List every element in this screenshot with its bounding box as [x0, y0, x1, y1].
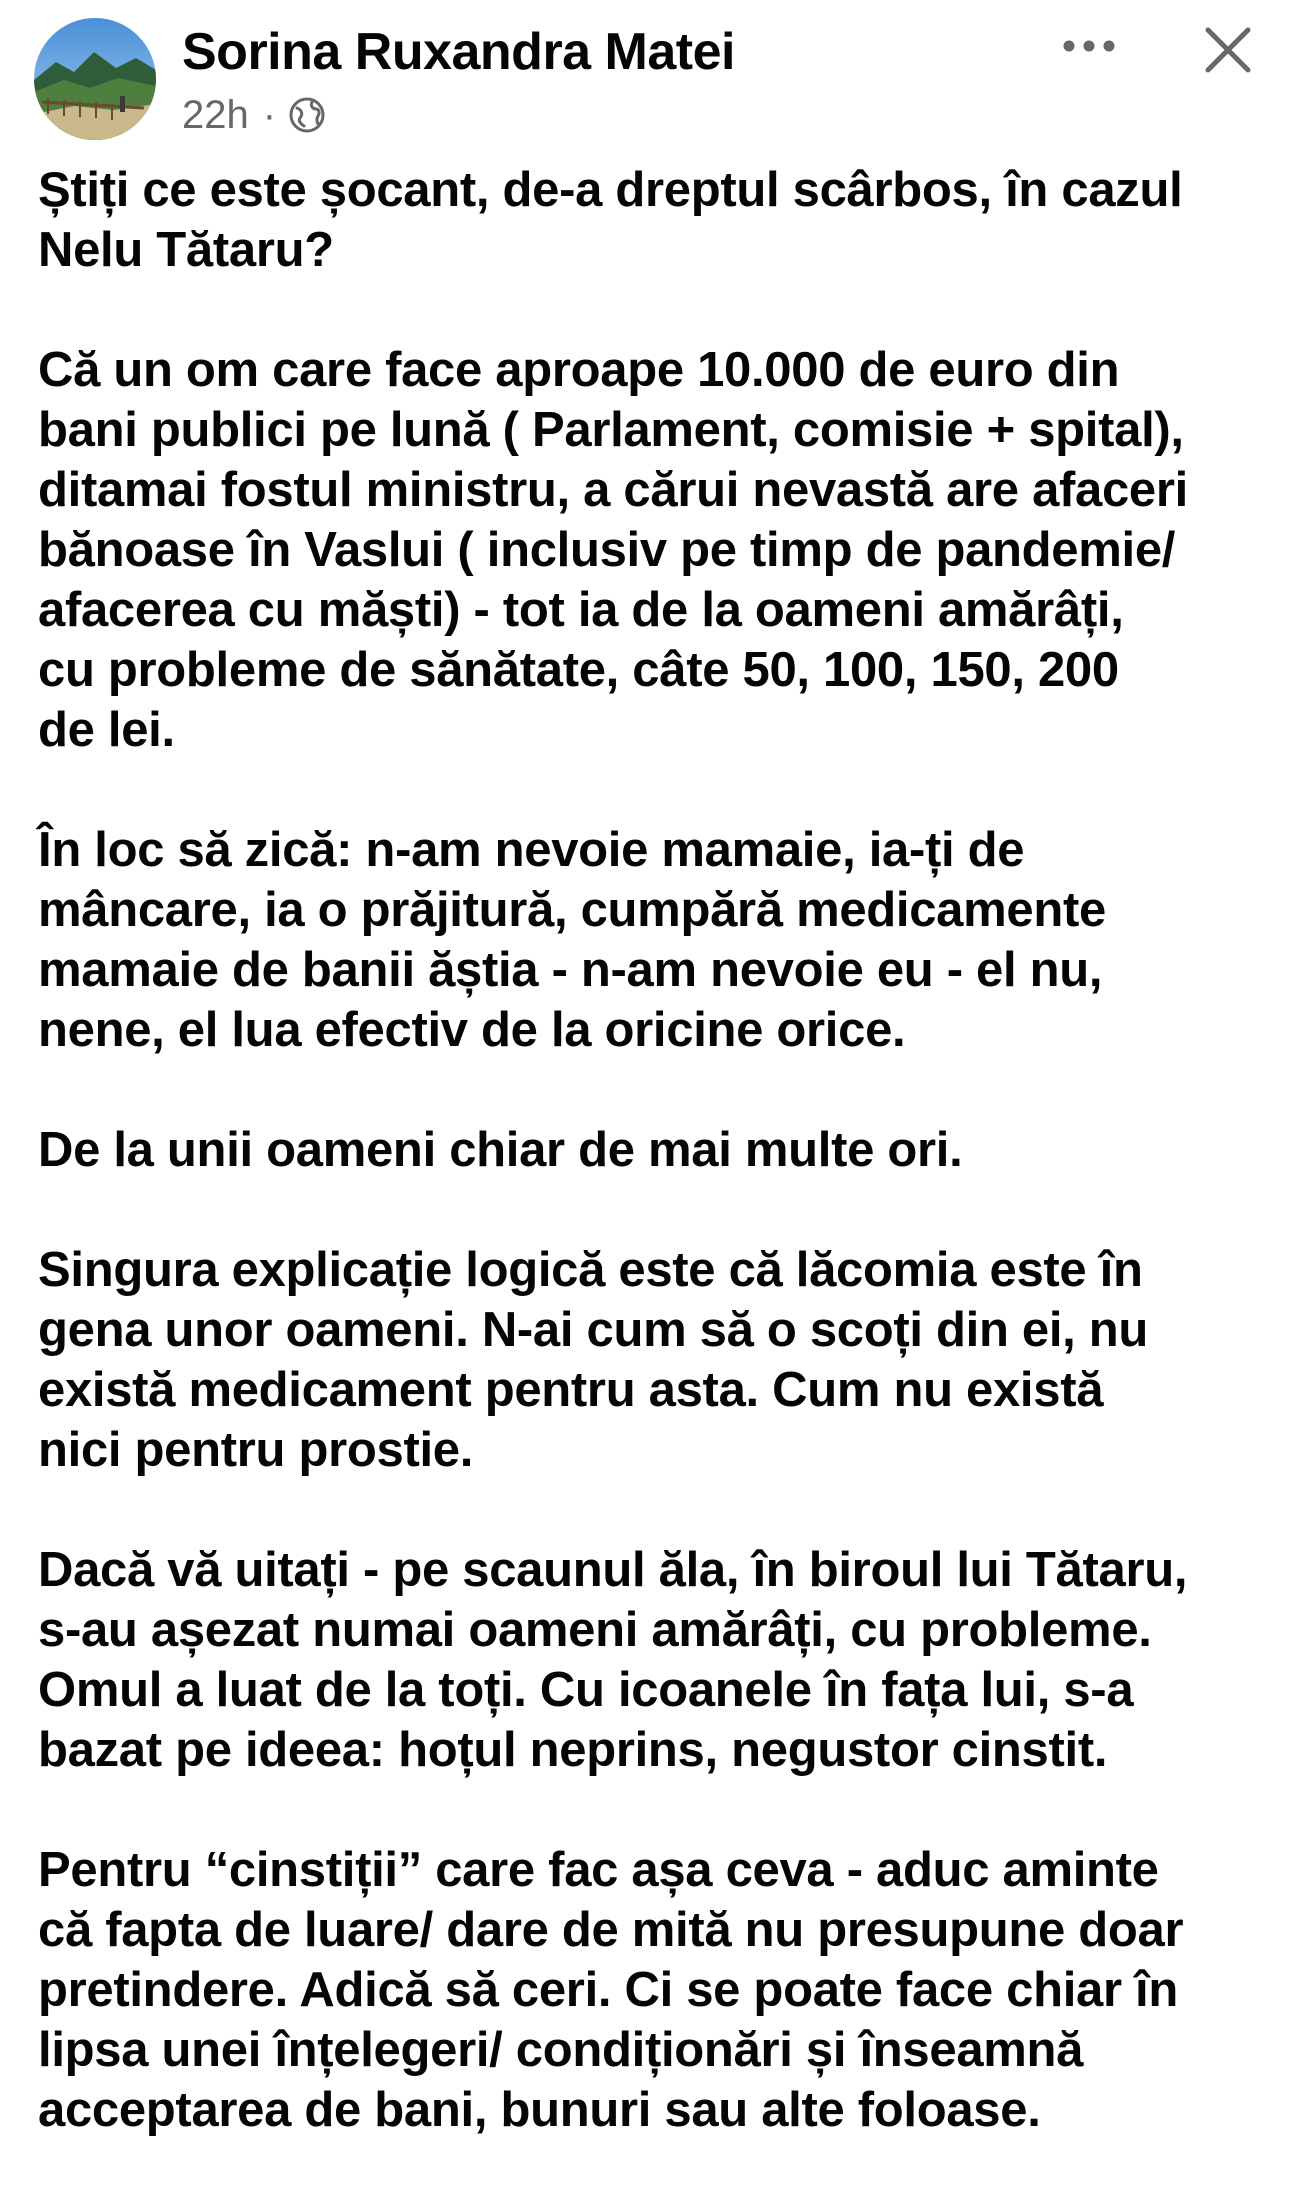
author-name[interactable]: Sorina Ruxandra Matei — [182, 23, 735, 81]
meta-separator: · — [262, 92, 277, 137]
post-text — [38, 160, 1270, 2200]
post-paragraph: De la unii oameni chiar de mai multe ori. — [38, 1123, 963, 1177]
post-paragraph: Că un om care face aproape 10.000 de euro din bani publici pe lună ( Parlament, comisie + spital), ditamai fostul ministru, a cărui nevastă are afaceri bănoase în Vaslui ( inclusiv pe timp de pandemie/ afacerea cu măști) - tot ia de la oameni amărâți, cu probleme de sănătate, câte 50, 100, 150, 200 de lei. — [38, 343, 1188, 757]
close-icon[interactable] — [1200, 22, 1256, 78]
avatar[interactable] — [34, 18, 156, 140]
post-paragraph: Pentru “cinstiții” care fac așa ceva - aduc aminte că fapta de luare/ dare de mită nu presupune doar pretindere. Adică să ceri. Ci se poate face chiar în lipsa unei înțelegeri/ condiționări și înseamnă acceptarea de bani, bunuri sau alte foloase. — [38, 1843, 1184, 2137]
globe-icon[interactable] — [288, 96, 326, 134]
post-meta — [182, 92, 326, 138]
post-paragraph: Dacă vă uitați - pe scaunul ăla, în biroul lui Tătaru, s-au așezat numai oameni amărâți, cu probleme. Omul a luat de la toți. Cu icoanele în fața lui, s-a bazat pe ideea: hoțul neprins, negustor cinstit. — [38, 1543, 1188, 1777]
post-paragraph: Singura explicație logică este că lăcomia este în gena unor oameni. N-ai cum să o scoți din ei, nu există medicament pentru asta. Cum nu există nici pentru prostie. — [38, 1243, 1149, 1477]
post-paragraph: Știți ce este șocant, de-a dreptul scârbos, în cazul Nelu Tătaru? — [38, 163, 1183, 277]
post-header — [0, 0, 1290, 150]
more-horizontal-icon[interactable] — [1060, 26, 1118, 66]
post-paragraph: În loc să zică: n-am nevoie mamaie, ia-ți de mâncare, ia o prăjitură, cumpără medicamente mamaie de banii ăștia - n-am nevoie eu - el nu, nene, el lua efectiv de la oricine orice. — [38, 823, 1106, 1057]
avatar-image — [34, 18, 156, 140]
post-time[interactable]: 22h — [182, 92, 249, 137]
